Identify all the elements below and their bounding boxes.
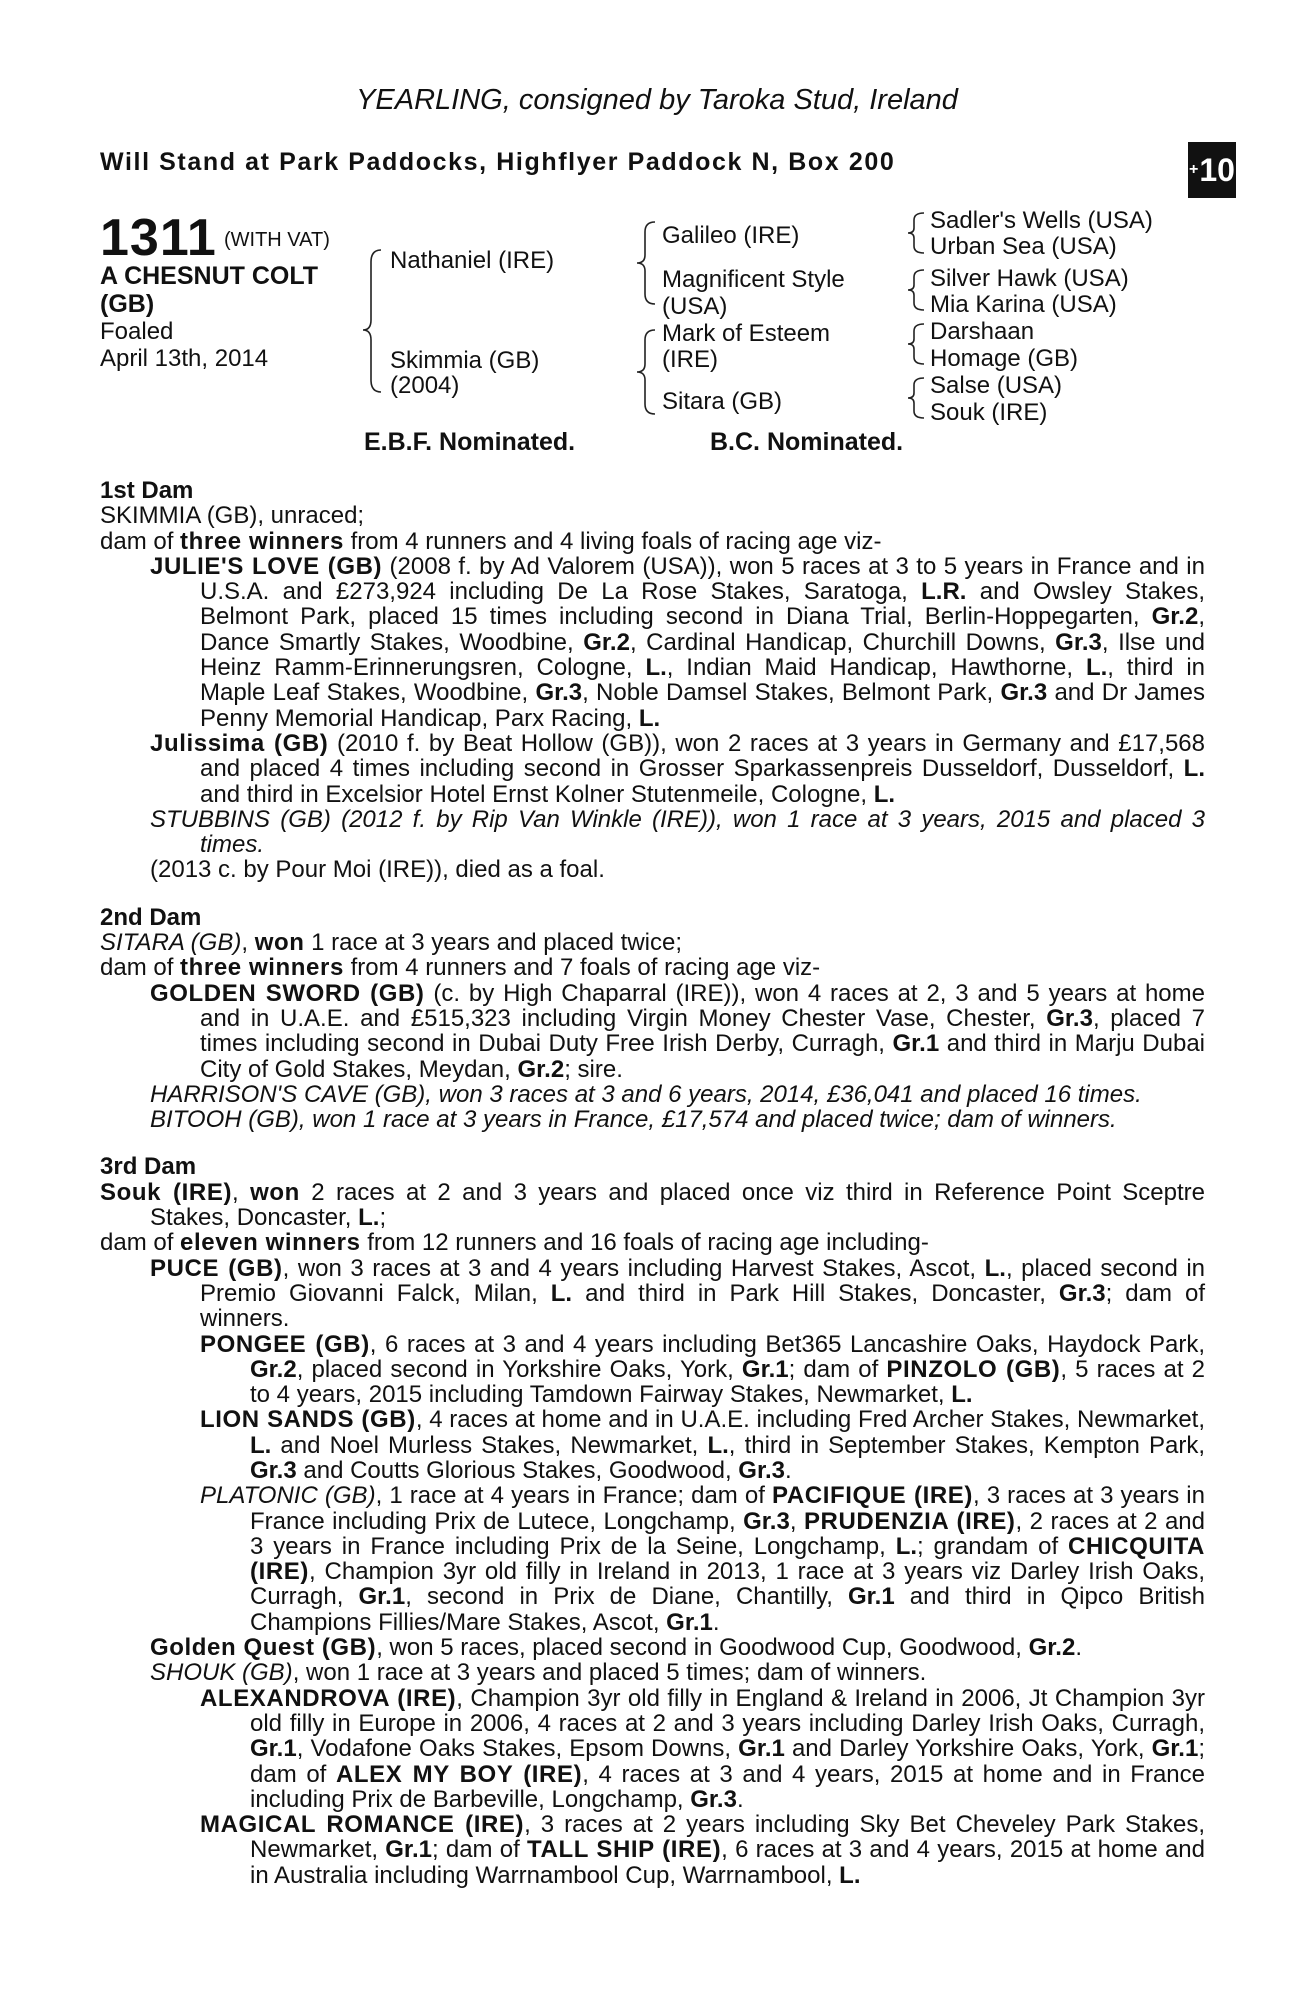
- entry-bitooh: BITOOH (GB), won 1 race at 3 years in France, £17,574 and placed twice; dam of winners.: [150, 1106, 1117, 1134]
- badge-number: 10: [1199, 151, 1235, 188]
- foaled-label: Foaled: [100, 318, 174, 345]
- sire-dam-origin: (USA): [662, 293, 728, 320]
- stand-location: Will Stand at Park Paddocks, Highflyer Paddock N, Box 200: [100, 148, 896, 176]
- dam-sire-origin: (IRE): [662, 346, 718, 373]
- sire-sire: Galileo (IRE): [662, 222, 800, 249]
- second-dam-summary: SITARA (GB), won 1 race at 3 years and placed twice;: [100, 929, 683, 957]
- great-grandsire-2: Silver Hawk (USA): [930, 265, 1129, 292]
- entry-golden-quest: Golden Quest (GB), won 5 races, placed second in Goodwood Cup, Goodwood, Gr.2.: [150, 1634, 1082, 1662]
- great-granddam-1: Urban Sea (USA): [930, 233, 1117, 260]
- dam-year: (2004): [390, 372, 460, 399]
- badge-plus: +: [1189, 161, 1199, 178]
- entry-2013-foal: (2013 c. by Pour Moi (IRE)), died as a foal.: [150, 856, 605, 884]
- entry-harrisons-cave: HARRISON'S CAVE (GB), won 3 races at 3 and 6 years, 2014, £36,041 and placed 16 times.: [150, 1080, 1142, 1108]
- first-dam-summary: SKIMMIA (GB), unraced;: [100, 502, 365, 530]
- entry-alexandrova: ALEXANDROVA (IRE), Champion 3yr old filly in England & Ireland in 2006, Jt Champion 3yr old filly in Europe in 2006, 4 races at 2 and 3 years including Darley Irish Oaks, Curragh, Gr.1, Vodafone Oaks Stakes, Epsom Downs, Gr.1 and Darley Yorkshire Oaks, York, Gr.1; dam of ALEX MY BOY (IRE), 4 races at 3 and 4 years, 2015 at home and in France including Prix de Barbeville, Longchamp, Gr.3.: [200, 1684, 1205, 1813]
- sire-dam: Magnificent Style: [662, 266, 845, 293]
- entry-lion-sands: LION SANDS (GB), 4 races at home and in U.A.E. including Fred Archer Stakes, Newmarket, L. and Noel Murless Stakes, Newmarket, L., third in September Stakes, Kempton Park, Gr.3 and Coutts Glorious Stakes, Goodwood, Gr.3.: [200, 1406, 1205, 1484]
- second-dam-heading: 2nd Dam: [100, 903, 202, 931]
- entry-shouk: SHOUK (GB), won 1 race at 3 years and placed 5 times; dam of winners.: [150, 1659, 927, 1687]
- third-dam-summary: Souk (IRE), won 2 races at 2 and 3 years and placed once viz third in Reference Point Sceptre Stakes, Doncaster, L.;: [100, 1178, 1205, 1232]
- entry-julies-love: JULIE'S LOVE (GB) (2008 f. by Ad Valorem (USA)), won 5 races at 3 to 5 years in France and in U.S.A. and £273,924 including De La Rose Stakes, Saratoga, L.R. and Owsley Stakes, Belmont Park, placed 15 times including second in Diana Trial, Berlin-Hoppegarten, Gr.2, Dance Smartly Stakes, Woodbine, Gr.2, Cardinal Handicap, Churchill Downs, Gr.3, Ilse und Heinz Ramm-Erinnerungsren, Cologne, L., Indian Maid Handicap, Hawthorne, L., third in Maple Leaf Stakes, Woodbine, Gr.3, Noble Damsel Stakes, Belmont Park, Gr.3 and Dr James Penny Memorial Handicap, Parx Racing, L.: [150, 552, 1206, 732]
- dam-sire: Mark of Esteem: [662, 320, 831, 347]
- entry-pongee: PONGEE (GB), 6 races at 3 and 4 years including Bet365 Lancashire Oaks, Haydock Park, Gr.2, placed second in Yorkshire Oaks, York, Gr.1; dam of PINZOLO (GB), 5 races at 2 to 4 years, 2015 including Tamdown Fairway Stakes, Newmarket, L.: [200, 1330, 1205, 1409]
- dam-dam: Sitara (GB): [662, 388, 783, 415]
- entry-platonic: PLATONIC (GB), 1 race at 4 years in France; dam of PACIFIQUE (IRE), 3 races at 3 years in France including Prix de Lutece, Longchamp, Gr.3, PRUDENZIA (IRE), 2 races at 2 and 3 years in France including Prix de la Seine, Longchamp, L.; grandam of CHICQUITA (IRE), Champion 3yr old filly in Ireland in 2013, 1 race at 3 years viz Darley Irish Oaks, Curragh, Gr.1, second in Prix de Diane, Chantilly, Gr.1 and third in Qipco British Champions Fillies/Mare Stakes, Ascot, Gr.1.: [200, 1482, 1205, 1636]
- ebf-nomination: E.B.F. Nominated.: [364, 428, 576, 456]
- dam: Skimmia (GB): [390, 347, 540, 374]
- first-dam-heading: 1st Dam: [100, 477, 194, 504]
- second-dam-produce-line: dam of three winners from 4 runners and 7 foals of racing age viz-: [100, 954, 821, 982]
- bc-nomination: B.C. Nominated.: [710, 428, 904, 456]
- lot-description: A CHESNUT COLT: [100, 262, 319, 290]
- vat-note: (WITH VAT): [224, 229, 330, 251]
- entry-magical-romance: MAGICAL ROMANCE (IRE), 3 races at 2 years including Sky Bet Cheveley Park Stakes, Newmarket, Gr.1; dam of TALL SHIP (IRE), 6 races at 3 and 4 years, 2015 at home and in Australia including Warrnambool Cup, Warrnambool, L.: [200, 1811, 1205, 1889]
- entry-golden-sword: GOLDEN SWORD (GB) (c. by High Chaparral (IRE)), won 4 races at 2, 3 and 5 years at home and in U.A.E. and £515,323 including Virgin Money Chester Vase, Chester, Gr.3, placed 7 times including second in Dubai Duty Free Irish Derby, Curragh, Gr.1 and third in Marju Dubai City of Gold Stakes, Meydan, Gr.2; sire.: [150, 979, 1206, 1083]
- third-dam-heading: 3rd Dam: [100, 1153, 197, 1181]
- entry-puce: PUCE (GB), won 3 races at 3 and 4 years including Harvest Stakes, Ascot, L., placed second in Premio Giovanni Falck, Milan, L. and third in Park Hill Stakes, Doncaster, Gr.3; dam of winners.: [150, 1254, 1206, 1333]
- produce-record: [100, 478, 1205, 1888]
- foaled-date: April 13th, 2014: [100, 345, 269, 372]
- great-granddam-2: Mia Karina (USA): [930, 291, 1117, 318]
- first-dam-produce-line: dam of three winners from 4 runners and 4 living foals of racing age viz-: [100, 527, 882, 555]
- lot-number: 1311: [100, 209, 217, 267]
- entry-julissima: Julissima (GB) (2010 f. by Beat Hollow (GB)), won 2 races at 3 years in Germany and £17,568 and placed 4 times including second in Grosser Sparkassenpreis Dusseldorf, Dusseldorf, L. and third in Excelsior Hotel Ernst Kolner Stutenmeile, Cologne, L.: [150, 729, 1205, 808]
- great-grandsire-3: Darshaan: [930, 318, 1035, 345]
- sire: Nathaniel (IRE): [390, 247, 555, 274]
- great-grandsire-4: Salse (USA): [930, 372, 1063, 399]
- lot-origin: (GB): [100, 290, 155, 318]
- great-grandsire-1: Sadler's Wells (USA): [930, 207, 1153, 234]
- great-granddam-3: Homage (GB): [930, 345, 1079, 372]
- great-granddam-4: Souk (IRE): [930, 399, 1048, 426]
- third-dam-produce-line: dam of eleven winners from 12 runners and 16 foals of racing age including-: [100, 1229, 929, 1257]
- entry-stubbins: STUBBINS (GB) (2012 f. by Rip Van Winkle (IRE)), won 1 race at 3 years, 2015 and placed 3 times.: [150, 805, 1205, 859]
- catalogue-header: YEARLING, consigned by Taroka Stud, Ireland: [356, 84, 958, 116]
